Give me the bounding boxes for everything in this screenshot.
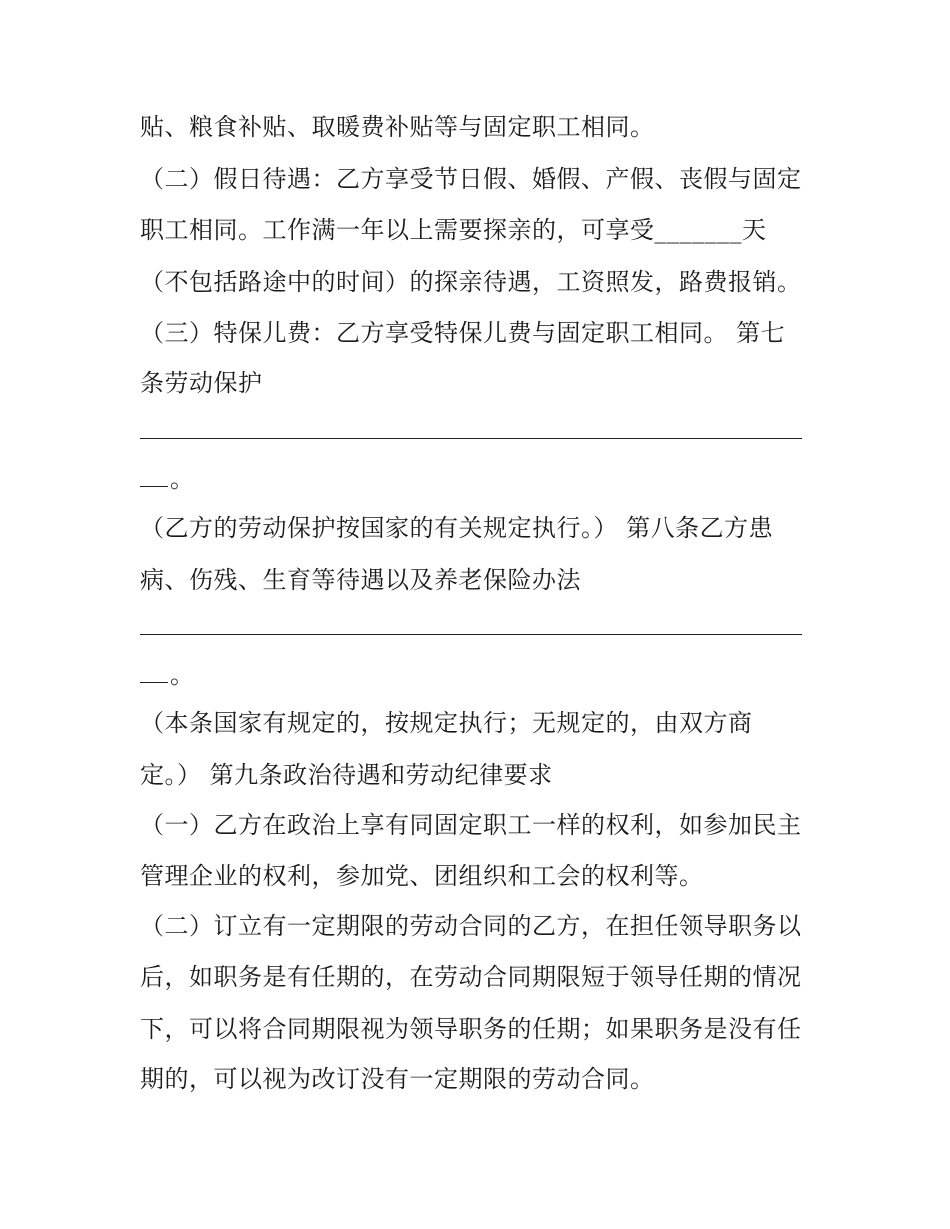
text-line: （三）特保儿费：乙方享受特保儿费与固定职工相同。 第七 — [140, 319, 786, 347]
text-line — [140, 464, 195, 494]
text-line: （二）订立有一定期限的劳动合同的乙方，在担任领导职务以 — [140, 912, 802, 940]
text-line — [140, 660, 195, 690]
blank-fill-line — [140, 464, 168, 487]
text-line: （乙方的劳动保护按国家的有关规定执行。） 第八条乙方患 — [140, 514, 774, 542]
text-line: （一）乙方在政治上享有同固定职工一样的权利，如参加民主 — [140, 811, 802, 839]
text-line: 定。） 第九条政治待遇和劳动纪律要求 — [140, 761, 553, 789]
blank-fill-line — [140, 660, 168, 683]
text-line: 下，可以将合同期限视为领导职务的任期；如果职务是没有任 — [140, 1015, 802, 1043]
text-line-end: 。 — [170, 465, 195, 493]
text-line: 贴、粮食补贴、取暖费补贴等与固定职工相同。 — [140, 113, 655, 141]
blank-fill-line — [140, 634, 802, 635]
text-line: （不包括路途中的时间）的探亲待遇，工资照发，路费报销。 — [140, 268, 802, 296]
text-line-end: 。 — [170, 661, 195, 689]
text-line: 病、伤残、生育等待遇以及养老保险办法 — [140, 566, 581, 594]
text-line: 管理企业的权利，参加党、团组织和工会的权利等。 — [140, 862, 704, 890]
text-line: （二）假日待遇：乙方享受节日假、婚假、产假、丧假与固定 — [140, 165, 802, 193]
text-line: 职工相同。工作满一年以上需要探亲的，可享受_______天 — [140, 216, 767, 244]
text-line: （本条国家有规定的，按规定执行；无规定的，由双方商 — [140, 709, 753, 737]
blank-fill-line — [140, 438, 802, 439]
text-line: 期的，可以视为改订没有一定期限的劳动合同。 — [140, 1065, 655, 1093]
text-line: 后，如职务是有任期的，在劳动合同期限短于领导任期的情况 — [140, 963, 802, 991]
text-line: 条劳动保护 — [140, 369, 263, 397]
